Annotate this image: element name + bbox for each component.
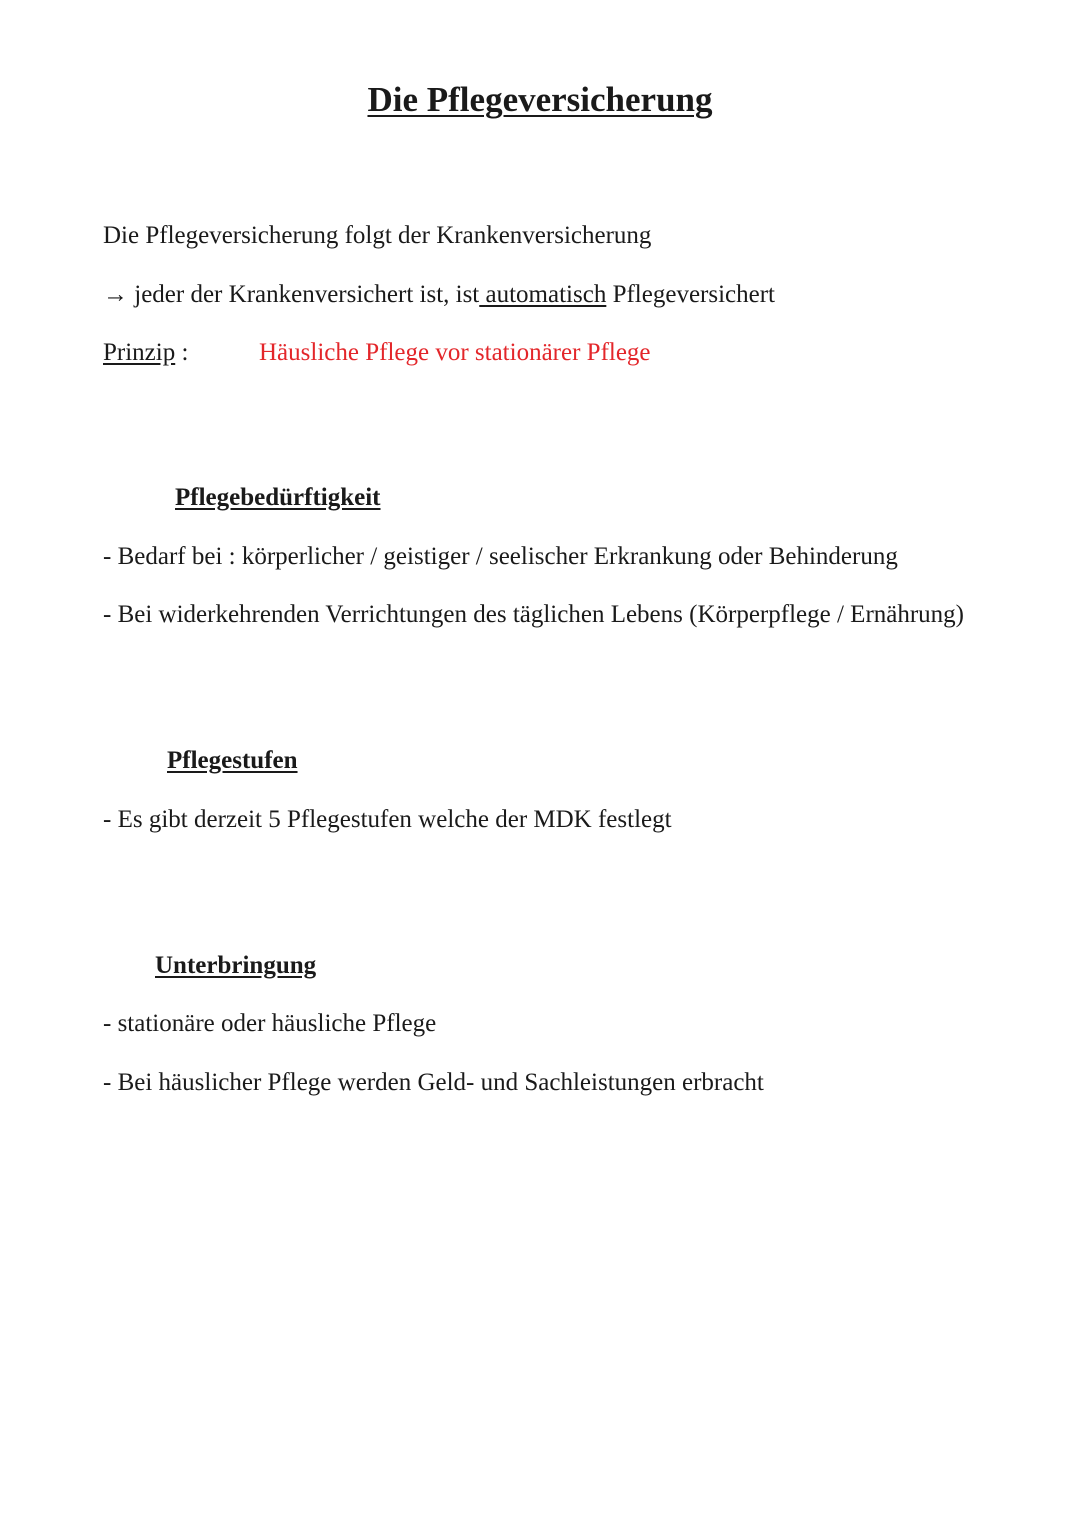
automatic-emphasis: automatisch [485,281,607,308]
arrow-icon: → [103,281,128,308]
principle-text: Häusliche Pflege vor stationärer Pflege [259,339,651,366]
section-point: - stationäre oder häusliche Pflege [103,1010,437,1037]
intro-line: Die Pflegeversicherung folgt der Krankenversicherung [103,222,652,249]
intro-arrow-line [103,279,775,311]
page-title: Die Pflegeversicherung [367,80,713,119]
section-point: - Es gibt derzeit 5 Pflegestufen welche der MDK festlegt [103,806,672,833]
section-heading-pflegestufen: Pflegestufen [167,747,298,774]
principle-colon: : [181,339,189,366]
intro-arrow-tail: Pflegeversichert [612,281,776,308]
section-point: - Bedarf bei : körperlicher / geistiger / seelischer Erkrankung oder Behinderung [103,543,898,570]
intro-arrow-text: jeder der Krankenversichert ist, ist [134,281,480,308]
section-point: - Bei häuslicher Pflege werden Geld- und Sachleistungen erbracht [103,1069,764,1096]
principle-line [103,337,188,369]
section-heading-pflegebeduerftigkeit: Pflegebedürftigkeit [175,484,381,511]
principle-label: Prinzip [103,339,176,366]
section-point: - Bei widerkehrenden Verrichtungen des täglichen Lebens (Körperpflege / Ernährung) [103,601,965,628]
section-heading-unterbringung: Unterbringung [155,952,317,979]
